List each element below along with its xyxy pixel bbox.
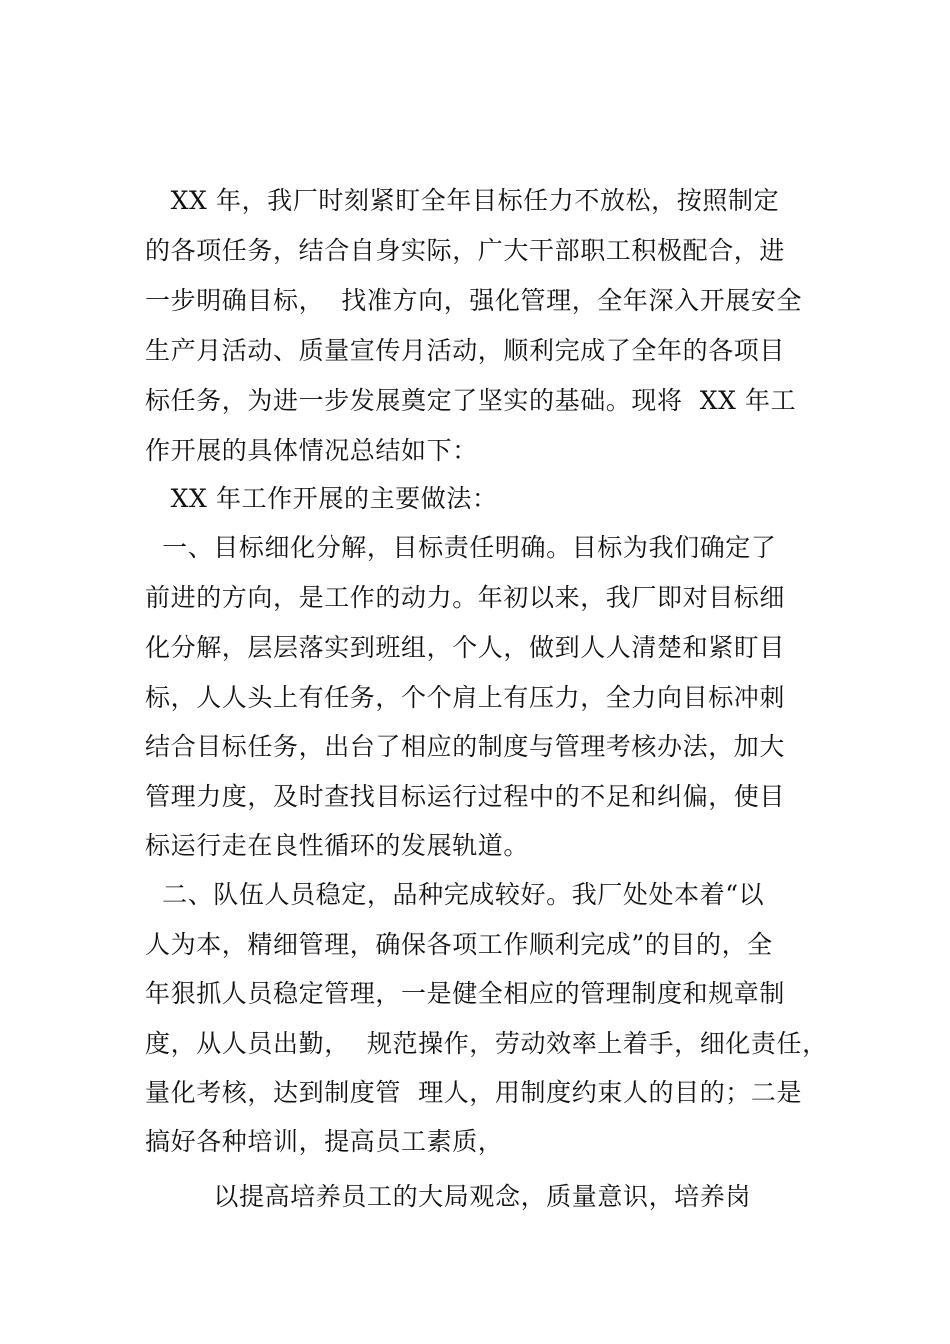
paragraph-line-15: 二、队伍人员稳定，品种完成较好。我厂处处本着“以	[145, 880, 765, 909]
paragraph-line-10: 化分解，层层落实到班组，个人，做到人人清楚和紧盯目	[145, 633, 786, 662]
paragraph-line-6: 作开展的具体情况总结如下：	[145, 436, 478, 465]
paragraph-line-1: XX 年，我厂时刻紧盯全年目标任力不放松，按照制定	[145, 186, 780, 215]
paragraph-line-16: 人为本，精细管理，确保各项工作顺利完成”的目的，全	[145, 930, 773, 959]
paragraph-line-5: 标任务，为进一步发展奠定了坚实的基础。现将 XX 年工	[145, 386, 797, 415]
paragraph-line-13: 管理力度，及时查找目标运行过程中的不足和纠偏，使目	[145, 782, 786, 811]
paragraph-line-4: 生产月活动、质量宣传月活动，顺利完成了全年的各项目	[145, 336, 786, 365]
paragraph-line-20: 搞好各种培训，提高员工素质，	[145, 1127, 504, 1156]
paragraph-line-19: 量化考核，达到制度管 理人，用制度约束人的目的；二是	[145, 1078, 803, 1107]
paragraph-line-8: 一、目标细化分解，目标责任明确。目标为我们确定了	[145, 533, 777, 562]
paragraph-line-3: 一步明确目标， 找准方向，强化管理，全年深入开展安全	[145, 286, 803, 315]
paragraph-line-17: 年狠抓人员稳定管理，一是健全相应的管理制度和规章制	[145, 979, 786, 1008]
paragraph-line-9: 前进的方向，是工作的动力。年初以来，我厂即对目标细	[145, 583, 786, 612]
section-heading: XX 年工作开展的主要做法：	[145, 484, 498, 513]
paragraph-line-2: 的各项任务，结合自身实际，广大干部职工积极配合，进	[145, 236, 786, 265]
paragraph-line-12: 结合目标任务，出台了相应的制度与管理考核办法，加大	[145, 732, 786, 761]
paragraph-line-18: 度，从人员出勤， 规范操作，劳动效率上着手，细化责任，	[145, 1029, 828, 1058]
paragraph-line-21: 以提高培养员工的大局观念，质量意识，培养岗	[145, 1182, 751, 1211]
paragraph-line-11: 标，人人头上有任务，个个肩上有压力，全力向目标冲刺	[145, 683, 786, 712]
paragraph-line-14: 标运行走在良性循环的发展轨道。	[145, 831, 530, 860]
